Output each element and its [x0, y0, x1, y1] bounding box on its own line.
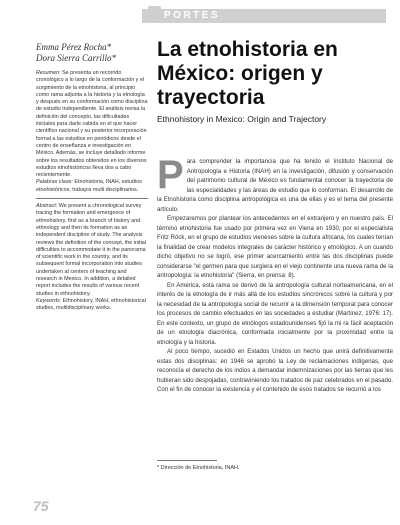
author-1: Emma Pérez Rocha* — [36, 42, 112, 52]
footnote-rule — [157, 460, 217, 461]
footnote: * Dirección de Etnohistoria, INAH. — [157, 465, 240, 471]
abstract-en — [36, 203, 148, 298]
resumen — [36, 70, 148, 179]
abstract-label: Abstract: — [36, 203, 58, 210]
section-label-text: PORTES — [164, 10, 221, 21]
abstract-divider — [36, 198, 148, 199]
keywords — [36, 298, 148, 313]
section-label — [164, 9, 220, 23]
page-number: 75 — [33, 498, 49, 514]
drop-cap: P — [157, 153, 184, 197]
author-2: Dora Sierra Carrillo* — [36, 53, 117, 63]
article-title: La etnohistoria en México: origen y trayectoria — [157, 38, 338, 109]
resumen-label: Resumen: — [36, 70, 61, 76]
keywords-label: Keywords: — [36, 297, 62, 304]
keywords-text: Ethnohistory, INAH, ethnohistorical studies, multidisciplinary works. — [36, 297, 146, 312]
left-column — [36, 42, 148, 313]
article-subtitle: Ethnohistory in Mexico: Origin and Trajectory — [157, 114, 327, 124]
palabras-clave — [36, 179, 148, 194]
abstract-text: We present a chronological survey tracing the formation and emergence of ethnohistory, first as a branch of history and ethnology and then its formation as an independent discipline of study. The analysis reviews the definition of the concept, the initial difficulties to accommodate it in the panorama of scientific work in the country, and its subsequent formal incorporation into studies undertaken at centers of teaching and research in Mexico. In addition, a detailed report includes the results of various recent studies in ethnohistory. — [36, 203, 146, 297]
palabras-clave-label: Palabras clave: — [36, 179, 73, 186]
body-paragraph-1 — [157, 153, 393, 214]
body-paragraph-2: Empezaremos por plantear los antecedentes en el extranjero y en nuestro país. El término etnohistoria fue usado por primera vez en Viena en 1930, por el especialista Fritz Röck, en el grupo de estudios vieneses sobre la cultura africana, los cuales tenían la finalidad de crear modelos integrales de carácter histórico y etnológico. A un cuando dicho objetivo no se logró, ese primer acercamiento entre las dos disciplinas puede considerarse "el germen para que surgiera en el viejo continente una nueva rama de la antropología: la etnohistoria" (Sierra, en prensa: 8). — [157, 215, 393, 279]
article-body — [157, 153, 393, 395]
resumen-text: Se presenta un recorrido cronológico a lo largo de la conformación y el surgimiento de la etnohistoria, al principio como rama adjunta a la historia y la etnología y después en su conformación como disciplina de estudio independiente. El análisis revisa la definición del concepto, las dificultades iniciales para darle cabida en el que hacer científico nacional y su posterior incorporación formal a las estudios en periódicos desde el centro de enseñanza e investigación en México. Además, se incluye detallado informe sobre los resultados obtenidos en los diversos estudios etnohistóricos lleva dos a cabo recientemente. — [36, 70, 148, 179]
palabras-clave-text: Etnohistoria, INAH, estudios etnohistóricos, trabajos multi disciplinarios. — [36, 179, 142, 193]
body-paragraph-3: En América, esta rama se derivó de la antropología cultural norteamericana, en el interés de la etnología de ir más allá de los estudios sincrónicos sobre la cultura y por la necesidad de la antropología social de recurrir a la dimensión temporal para conocer los procesos de cambio efectuados en las sociedades a estudiar (Martínez, 1976: 17). En este contexto, un grupo de etnólogos estadounidenses fijó la mi ra fácil aceptación de un etnología diacrónica, conformada inicialmente por la proximidad entre la etnología y la historia. — [157, 281, 393, 346]
section-initial-badge — [148, 6, 161, 19]
body-paragraph-4: Al poco tiempo, sucedió en Estados Unidos un hecho que unirá definitivamente estas dos disciplinas: en 1946 se aprobó la Ley de reclamaciones indígenas, que reconocía el derecho de los indios a demandar indemnizaciones por las tierras que les hubieran sido despojadas, contraviniendo los tratados de paz celebrados en el pasado. Con el fin de conocer la existencia y el contenido de esos tratados se recurrió a los — [157, 348, 393, 393]
paragraph-text: ara comprender la importancia que ha tenido el Instituto Nacional de Antropología e Historia (INAH) en la investigación, difusión y conservación del patrimonio cultural de México es fundamental conocer la trayectoria de las especialidades y las áreas de estudio que lo conforman. El desarrollo de la Etnohistoria como disciplina antropológica es una de ellas y es el tema del presente artículo. — [157, 158, 393, 213]
